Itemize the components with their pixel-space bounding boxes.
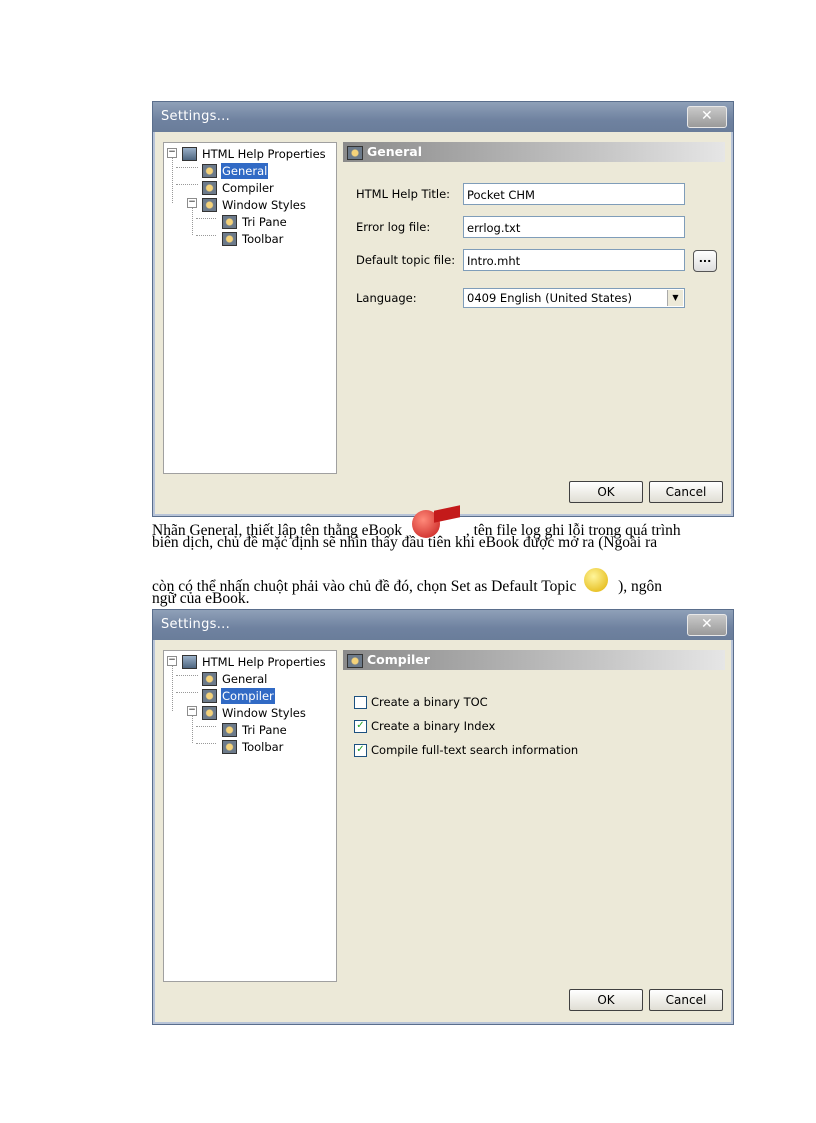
close-button[interactable]: ✕ [687,614,727,636]
settings-icon [222,215,237,229]
tree-item-tri-pane[interactable]: Tri Pane [222,721,288,737]
collapse-root-toggle[interactable]: − [168,655,176,665]
settings-dialog-compiler [152,609,734,1025]
settings-icon [202,706,217,720]
tree-item-general[interactable]: General [202,670,268,686]
cancel-button[interactable]: Cancel [649,481,723,503]
error-log-label: Error log file: [356,220,431,234]
caption-text: , tên file log ghi lỗi trong quá trình [465,522,681,539]
tree-item-html-help-properties[interactable]: HTML Help Properties [182,145,327,161]
settings-icon [222,723,237,737]
caption-text: còn có thể nhấn chuột phải vào chủ đề đó, chọn Set as Default Topic [152,578,577,595]
panel-header: General [343,142,725,162]
tree-item-toolbar[interactable]: Toolbar [222,230,284,246]
caption-text: biên dịch, chủ đề mặc định sẽ nhìn thấy đầu tiên khi eBook được mở ra (Ngoài ra [152,534,658,551]
settings-dialog-general [152,101,734,517]
checkbox-box[interactable]: ✓ [354,744,367,757]
collapse-window-styles-toggle[interactable]: − [188,197,196,207]
smiley-icon [580,568,614,596]
title-bar [153,610,733,640]
settings-tree [163,142,337,474]
settings-tree [163,650,337,982]
panel-header: Compiler [343,650,725,670]
close-button[interactable]: ✕ [687,106,727,128]
default-topic-label: Default topic file: [356,253,456,267]
settings-icon [202,198,217,212]
collapse-root-toggle[interactable]: − [168,147,176,157]
binary-toc-checkbox[interactable]: Create a binary TOC [354,694,488,710]
error-log-input[interactable]: errlog.txt [463,216,685,238]
settings-icon [202,689,217,703]
tree-item-window-styles[interactable]: Window Styles [202,196,307,212]
default-topic-input[interactable]: Intro.mht [463,249,685,271]
dialog-title: Settings... [161,109,231,124]
settings-icon [202,672,217,686]
settings-icon [347,146,363,160]
cancel-button[interactable]: Cancel [649,989,723,1011]
settings-icon [222,232,237,246]
language-label: Language: [356,291,417,305]
caption-text: ), ngôn [618,578,662,595]
checkbox-box[interactable] [354,696,367,709]
caption-text: Nhãn General, thiết lập tên thằng eBook [152,522,403,539]
tree-item-toolbar[interactable]: Toolbar [222,738,284,754]
book-icon [182,147,197,161]
settings-icon [222,740,237,754]
fulltext-search-checkbox[interactable]: ✓ Compile full-text search information [354,742,578,758]
settings-icon [202,181,217,195]
tree-item-compiler[interactable]: Compiler [202,179,275,195]
caption-text: ngữ của eBook. [152,590,250,607]
tree-item-compiler[interactable]: Compiler [202,687,275,703]
ok-button[interactable]: OK [569,481,643,503]
html-help-title-label: HTML Help Title: [356,187,451,201]
checkbox-box[interactable]: ✓ [354,720,367,733]
html-help-title-input[interactable]: Pocket CHM [463,183,685,205]
browse-button[interactable]: ... [693,250,717,272]
language-select[interactable] [463,288,685,308]
tree-item-general[interactable]: General [202,162,268,178]
collapse-window-styles-toggle[interactable]: − [188,705,196,715]
language-value: 0409 English (United States) [467,291,632,305]
tree-item-html-help-properties[interactable]: HTML Help Properties [182,653,327,669]
book-icon [182,655,197,669]
binary-index-checkbox[interactable]: ✓ Create a binary Index [354,718,495,734]
dialog-title: Settings... [161,617,231,632]
settings-icon [202,164,217,178]
settings-icon [347,654,363,668]
tree-item-window-styles[interactable]: Window Styles [202,704,307,720]
ok-button[interactable]: OK [569,989,643,1011]
tree-item-tri-pane[interactable]: Tri Pane [222,213,288,229]
title-bar [153,102,733,132]
dropdown-arrow-icon[interactable]: ▼ [667,290,683,306]
